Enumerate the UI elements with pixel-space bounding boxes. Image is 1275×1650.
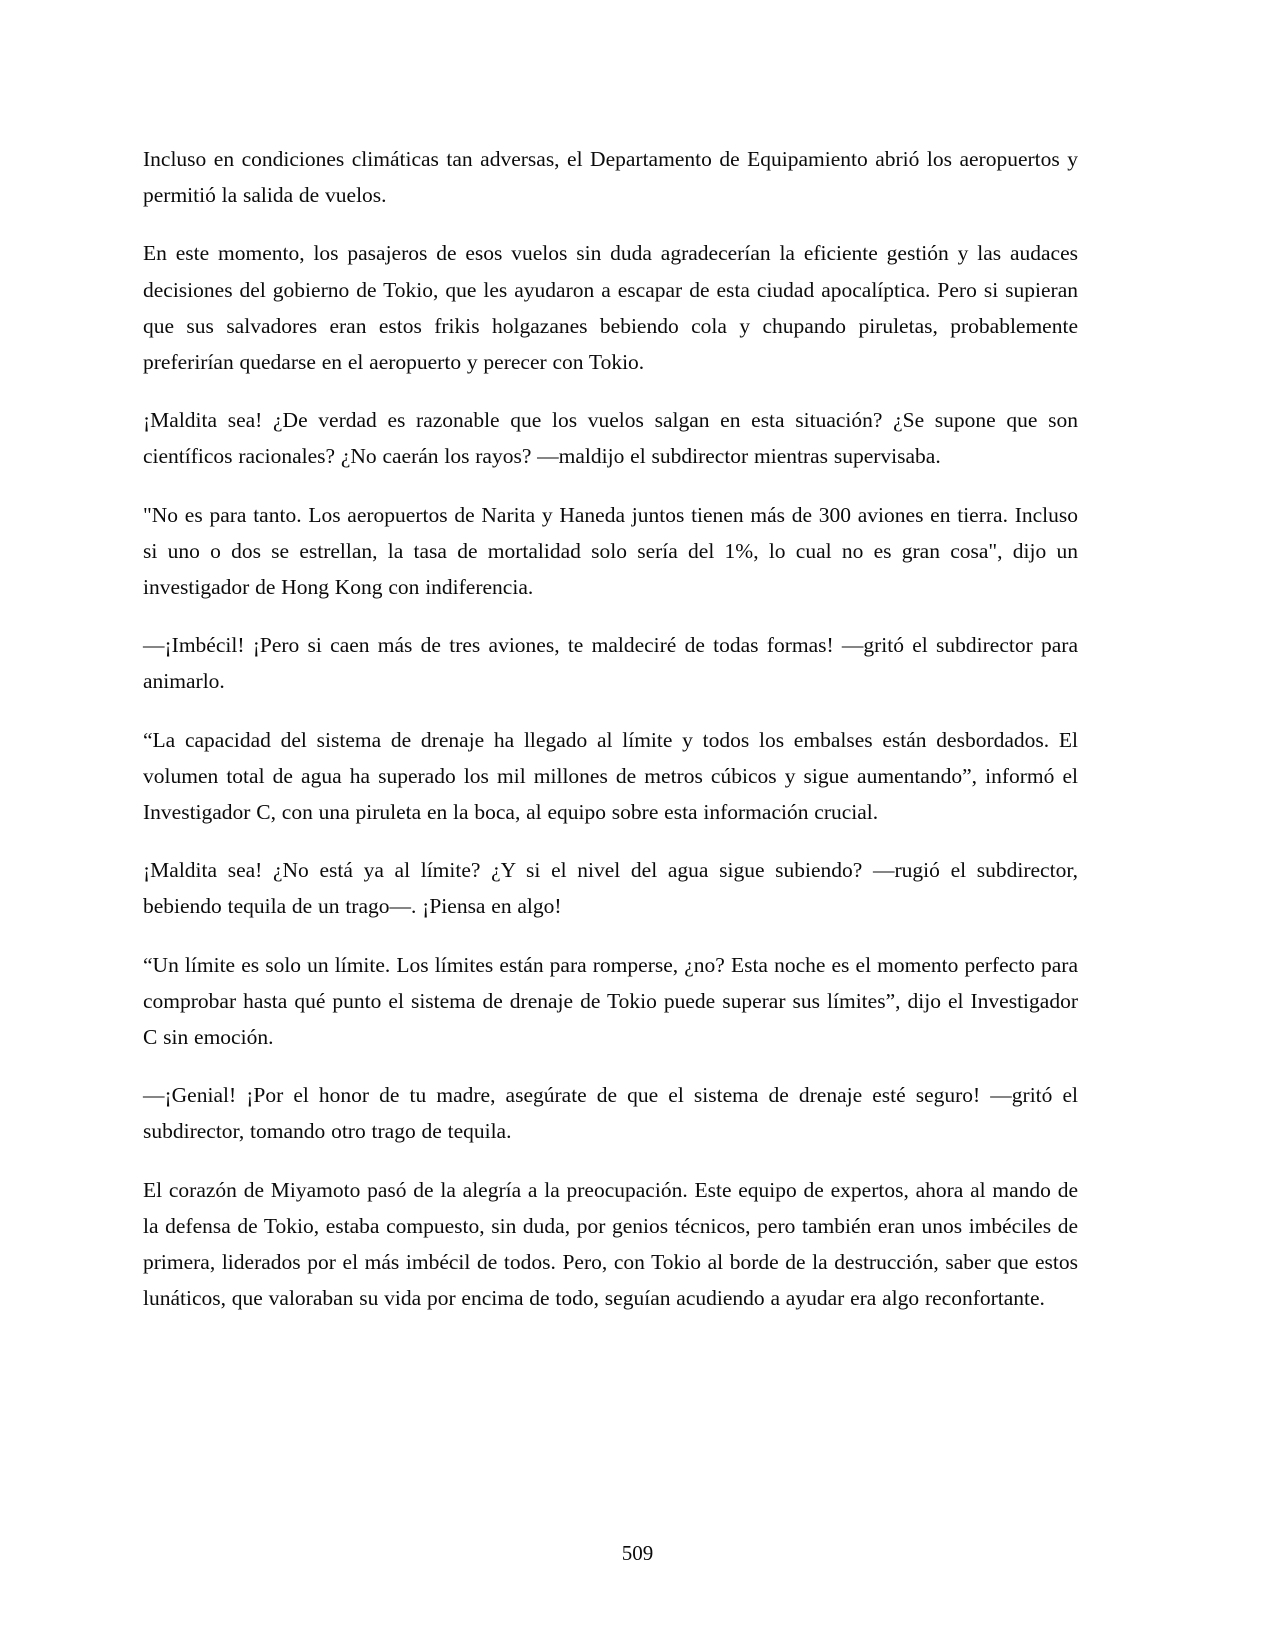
paragraph: "No es para tanto. Los aeropuertos de Narita y Haneda juntos tienen más de 300 aviones en tierra. Incluso si uno o dos se estrellan, la tasa de mortalidad solo sería del 1%, lo cual no es gran cosa", dijo un investigador de Hong Kong con indiferencia. — [143, 502, 1078, 600]
paragraph: ¡Maldita sea! ¿De verdad es razonable que los vuelos salgan en esta situación? ¿Se supone que son científicos racionales? ¿No caerán los rayos? —maldijo el subdirector mientras supervisaba. — [143, 408, 1078, 469]
paragraph: Incluso en condiciones climáticas tan adversas, el Departamento de Equipamiento abrió los aeropuertos y permitió la salida de vuelos. — [143, 147, 1078, 208]
page-number: 509 — [621, 1541, 654, 1565]
page-text-body — [143, 141, 1078, 1316]
paragraph: ¡Maldita sea! ¿No está ya al límite? ¿Y si el nivel del agua sigue subiendo? —rugió el subdirector, bebiendo tequila de un trago—. ¡Piensa en algo! — [143, 858, 1078, 919]
paragraph: “Un límite es solo un límite. Los límites están para romperse, ¿no? Esta noche es el momento perfecto para comprobar hasta qué punto el sistema de drenaje de Tokio puede superar sus límites”, dijo el Investigador C sin emoción. — [143, 952, 1078, 1050]
paragraph: En este momento, los pasajeros de esos vuelos sin duda agradecerían la eficiente gestión y las audaces decisiones del gobierno de Tokio, que les ayudaron a escapar de esta ciudad apocalíptica. Pero si supieran que sus salvadores eran estos frikis holgazanes bebiendo cola y chupando piruletas, probablemente preferirían quedarse en el aeropuerto y perecer con Tokio. — [143, 241, 1078, 375]
paragraph: —¡Imbécil! ¡Pero si caen más de tres aviones, te maldeciré de todas formas! —gritó el subdirector para animarlo. — [143, 633, 1078, 694]
paragraph: “La capacidad del sistema de drenaje ha llegado al límite y todos los embalses están desbordados. El volumen total de agua ha superado los mil millones de metros cúbicos y sigue aumentando”, informó el Investigador C, con una piruleta en la boca, al equipo sobre esta información crucial. — [143, 727, 1078, 825]
paragraph: El corazón de Miyamoto pasó de la alegría a la preocupación. Este equipo de expertos, ahora al mando de la defensa de Tokio, estaba compuesto, sin duda, por genios técnicos, pero también eran unos imbéciles de primera, liderados por el más imbécil de todos. Pero, con Tokio al borde de la destrucción, saber que estos lunáticos, que valoraban su vida por encima de todo, seguían acudiendo a ayudar era algo reconfortante. — [143, 1177, 1078, 1311]
paragraph: —¡Genial! ¡Por el honor de tu madre, asegúrate de que el sistema de drenaje esté seguro! —gritó el subdirector, tomando otro trago de tequila. — [143, 1083, 1078, 1144]
